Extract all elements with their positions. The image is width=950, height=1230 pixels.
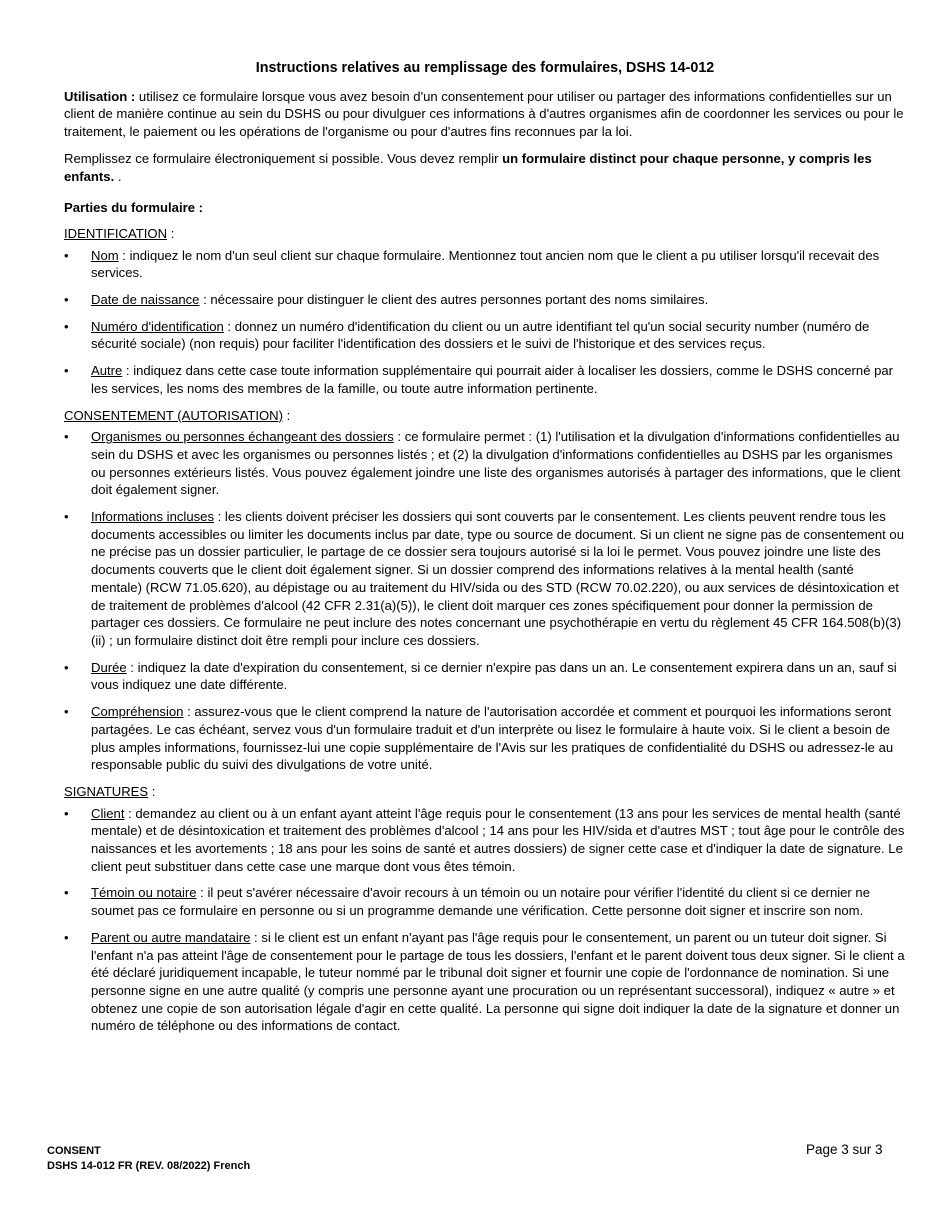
remplissez-tail: . (114, 168, 122, 184)
remplissez-bold: un formulaire distinct pour chaque personne, y compris les enfants. (64, 150, 872, 184)
list-item (64, 884, 906, 919)
footer-form-number: DSHS 14-012 FR (REV. 08/2022) French (47, 1160, 251, 1172)
identification-heading (64, 225, 906, 243)
item-term: Nom (91, 247, 119, 263)
item-text: : nécessaire pour distinguer le client des autres personnes portant des noms similaires. (199, 292, 709, 308)
signatures-heading-label: SIGNATURES (64, 783, 149, 799)
item-text: : ce formulaire permet : (1) l'utilisation et la divulgation d'informations confidentielles au sein du DSHS et avec les organismes ou personnes listés ; et (2) la divulgation d'informations confidentielles au DSHS par les organismes ou personnes extérieurs listés. Vous pouvez également joindre une liste des organismes autorisés à partager des informations, que le client doit également signer. (91, 429, 901, 498)
list-item (64, 805, 906, 876)
list-item (64, 508, 906, 650)
signatures-heading-suffix: : (148, 783, 156, 799)
item-text: : assurez-vous que le client comprend la nature de l'autorisation accordée et comment et pourquoi les informations seront partagées. Le cas échéant, servez vous d'un formulaire traduit et d'un interprète ou lisez le formulaire à haute voix. Si le client a besoin de plus amples informations, fournissez-lui une copie supplémentaire de l'Avis sur les pratiques de confidentialité du DSHS ou adressez-le au responsable public du suivi des divulgations de votre unité. (91, 704, 894, 773)
consentement-list (64, 428, 906, 774)
form-footer (47, 1144, 250, 1174)
item-text: : indiquez dans cette case toute information supplémentaire qui pourrait aider à localiser les dossiers, comme le DSHS concerné par les services, les noms des membres de la famille, ou toute autre information pertinente. (91, 363, 894, 396)
list-item (64, 362, 906, 397)
footer-form-name: CONSENT (47, 1145, 101, 1157)
item-term: Autre (91, 363, 123, 379)
bullet-icon: • (64, 247, 69, 263)
list-item (64, 247, 906, 282)
item-text: : les clients doivent préciser les dossiers qui sont couverts par le consentement. Les clients peuvent rendre tous les documents accessibles ou limiter les documents inclus par date, type ou source de document. Si un client ne signe pas de consentement ou ne précise pas un dossier particulier, le partage de ce dossier sera toujours autorisé si la loi le permet. Vous pouvez joindre une liste des documents couverts que le client doit également signer. Si un dossier comprend des informations relatives à la mental health (santé mentale) (RCW 71.05.620), au dépistage ou au traitement du HIV/sida ou des STD (RCW 70.02.220), ou aux services de désintoxication et de traitement de problèmes d'alcool (42 CFR 2.31(a)(5)), le client doit marquer ces zones spécifiquement pour donner la permission de partager ces dossiers. Ce formulaire ne peut inclure des notes concernant une psychothérapie en vertu du règlement 45 CFR 164.508(b)(3)(ii) ; un formulaire distinct doit être rempli pour inclure ces dossiers. (91, 509, 905, 648)
bullet-icon: • (64, 318, 69, 334)
utilisation-label: Utilisation : (64, 88, 136, 104)
item-term: Durée (91, 659, 127, 675)
instructions-page (64, 60, 906, 1044)
utilisation-text: utilisez ce formulaire lorsque vous avez besoin d'un consentement pour utiliser ou partager des informations confidentielles sur un client de manière continue au sein du DSHS ou pour divulguer ces informations à d'autres organismes afin de coordonner les services ou pour le traitement, le paiement ou les opérations de l'organisme ou pour d'autres fins reconnues par la loi. (64, 88, 904, 140)
bullet-icon: • (64, 805, 69, 821)
consentement-heading (64, 407, 906, 425)
list-item (64, 291, 906, 309)
item-term: Compréhension (91, 704, 184, 720)
item-text: : il peut s'avérer nécessaire d'avoir recours à un témoin ou un notaire pour vérifier l'identité du client si ce dernier ne soumet pas ce formulaire en personne ou si un programme demande une vérification. Cette personne doit signer et inscrire son nom. (91, 885, 870, 919)
list-item (64, 428, 906, 499)
item-text: : indiquez le nom d'un seul client sur chaque formulaire. Mentionnez tout ancien nom que le client a pu utiliser lorsqu'il recevait des services. (91, 247, 880, 281)
page-title: Instructions relatives au remplissage des formulaires, DSHS 14-012 (255, 60, 715, 76)
parties-heading: Parties du formulaire : (64, 200, 203, 216)
remplissez-text: Remplissez ce formulaire électroniquement si possible. Vous devez remplir (64, 150, 503, 166)
item-term: Numéro d'identification (91, 318, 224, 334)
consentement-heading-label: CONSENTEMENT (AUTORISATION) (64, 407, 283, 423)
bullet-icon: • (64, 885, 69, 901)
identification-list (64, 247, 906, 398)
item-term: Témoin ou notaire (91, 885, 197, 901)
consentement-heading-suffix: : (282, 407, 291, 423)
bullet-icon: • (64, 429, 69, 445)
identification-heading-suffix: : (167, 225, 175, 241)
bullet-icon: • (64, 929, 69, 945)
item-term: Informations incluses (91, 509, 214, 525)
item-text: : donnez un numéro d'identification du client ou un autre identifiant tel qu'un social security number (numéro de sécurité sociale) (non requis) pour faciliter l'identification des dossiers et le suivi de l'historique et des services reçus. (91, 318, 870, 352)
remplissez-paragraph (64, 150, 906, 185)
list-item (64, 929, 906, 1035)
list-item (64, 659, 906, 694)
item-text: : si le client est un enfant n'ayant pas l'âge requis pour le consentement, un parent ou un tuteur doit signer. Si l'enfant n'a pas atteint l'âge de consentement pour le partage de tous les dossiers, l'enfant et le parent doivent tous deux signer. Si le client a été déclaré juridiquement incapable, le tuteur nommé par le tribunal doit signer et fournir une copie de l'ordonnance de nomination. Si une personne signe en une autre qualité (y compris une personne ayant une procuration ou un représentant successoral), indiquez « autre » et obtenez une copie de son autorisation légale d'agir en cette qualité. La personne qui signe doit indiquer la date de la signature et donner un numéro de téléphone ou des informations de contact. (91, 929, 905, 1034)
list-item (64, 318, 906, 353)
utilisation-paragraph (64, 88, 906, 141)
bullet-icon: • (64, 363, 69, 379)
bullet-icon: • (64, 659, 69, 675)
item-term: Date de naissance (91, 292, 200, 308)
item-term: Client (91, 805, 125, 821)
item-text: : demandez au client ou à un enfant ayant atteint l'âge requis pour le consentement (13 ans pour les services de mental health (santé mentale) et de désintoxication et traitement des problèmes d'alcool ; 14 ans pour les HIV/sida et d'autres MST ; tout âge pour le contrôle des naissances et les avortements ; 18 ans pour les soins de santé et autres dossiers) de signer cette case et d'indiquer la date de signature. Le client peut substituer dans cette case une marque dont vous êtes témoin. (91, 805, 905, 874)
list-item (64, 703, 906, 774)
bullet-icon: • (64, 292, 69, 308)
item-term: Parent ou autre mandataire (91, 929, 251, 945)
bullet-icon: • (64, 509, 69, 525)
item-term: Organismes ou personnes échangeant des dossiers (91, 429, 394, 445)
signatures-heading (64, 783, 906, 801)
bullet-icon: • (64, 704, 69, 720)
signatures-list (64, 805, 906, 1035)
identification-heading-label: IDENTIFICATION (64, 225, 168, 241)
page-number: Page 3 sur 3 (806, 1142, 883, 1157)
item-text: : indiquez la date d'expiration du consentement, si ce dernier n'expire pas dans un an. Le consentement expirera dans un an, sauf si vous indiquez une date différente. (91, 659, 897, 693)
